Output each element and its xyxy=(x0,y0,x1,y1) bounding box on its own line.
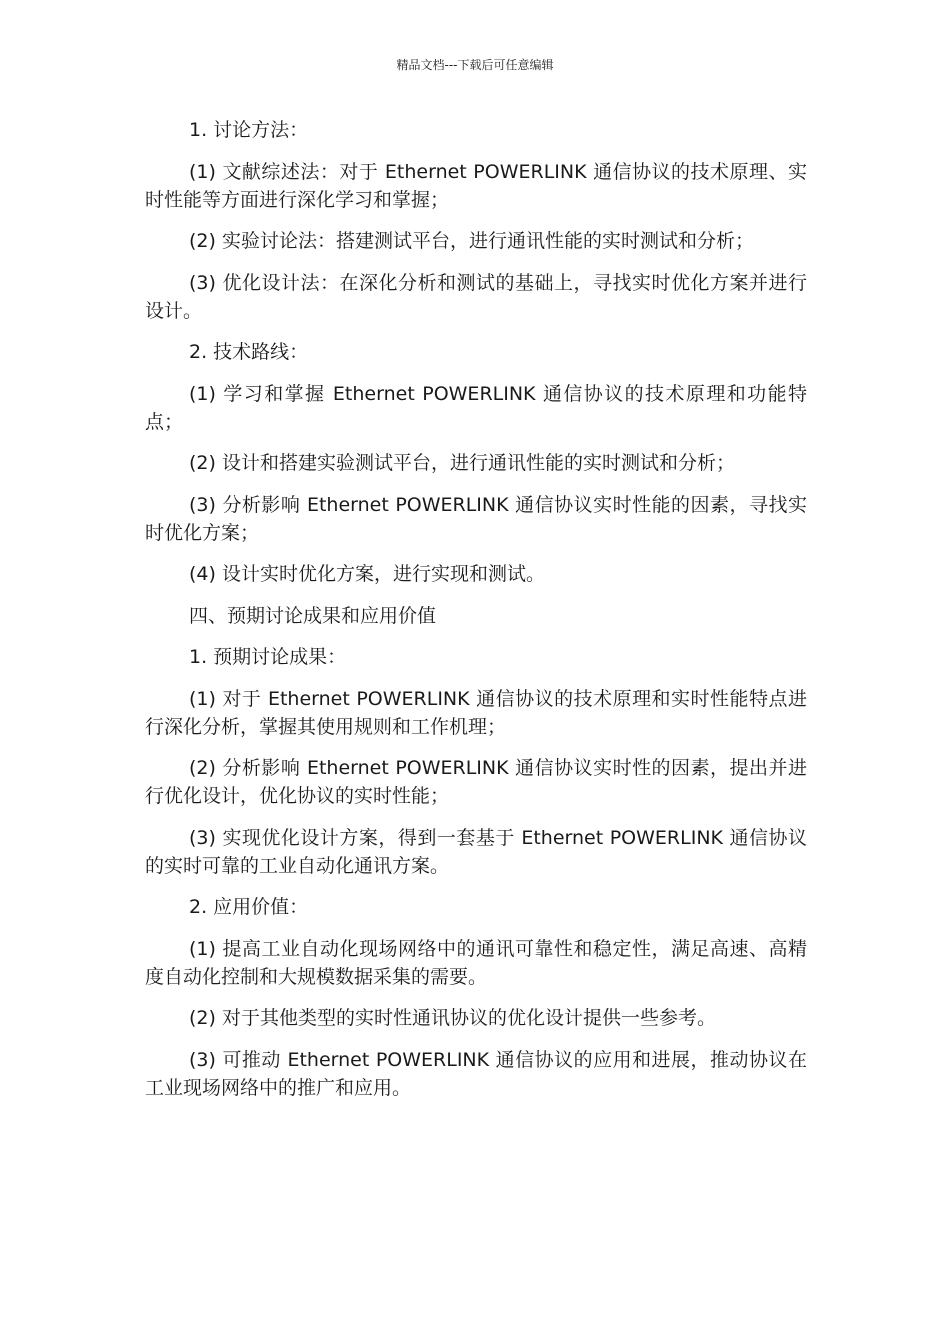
document-body xyxy=(145,116,807,1115)
paragraph-value-3: (3) 可推动 Ethernet POWERLINK 通信协议的应用和进展，推动协议在工业现场网络中的推广和应用。 xyxy=(145,1048,807,1099)
heading-expected-results: 1. 预期讨论成果： xyxy=(189,646,347,668)
paragraph-value-1: (1) 提高工业自动化现场网络中的通讯可靠性和稳定性，满足高速、高精度自动化控制和大规模数据采集的需要。 xyxy=(145,937,807,988)
paragraph-route-3: (3) 分析影响 Ethernet POWERLINK 通信协议实时性能的因素，寻找实时优化方案； xyxy=(145,493,807,544)
paragraph-experiment: (2) 实验讨论法：搭建测试平台，进行通讯性能的实时测试和分析； xyxy=(189,230,754,252)
paragraph-literature-review: (1) 文献综述法：对于 Ethernet POWERLINK 通信协议的技术原理、实时性能等方面进行深化学习和掌握； xyxy=(145,160,807,211)
paragraph-route-4: (4) 设计实时优化方案，进行实现和测试。 xyxy=(189,563,545,585)
page-header: 精品文档---下载后可任意编辑 xyxy=(396,58,554,72)
paragraph-route-1: (1) 学习和掌握 Ethernet POWERLINK 通信协议的技术原理和功能特点； xyxy=(145,382,807,433)
section-heading-expected-results: 四、预期讨论成果和应用价值 xyxy=(189,604,437,627)
heading-application-value: 2. 应用价值： xyxy=(189,896,309,918)
heading-research-methods: 1. 讨论方法： xyxy=(189,119,309,141)
paragraph-result-2: (2) 分析影响 Ethernet POWERLINK 通信协议实时性的因素，提出并进行优化设计，优化协议的实时性能； xyxy=(145,757,807,807)
paragraph-result-3: (3) 实现优化设计方案，得到一套基于 Ethernet POWERLINK 通信协议的实时可靠的工业自动化通讯方案。 xyxy=(145,826,807,877)
heading-technical-route: 2. 技术路线： xyxy=(189,341,309,363)
paragraph-route-2: (2) 设计和搭建实验测试平台，进行通讯性能的实时测试和分析； xyxy=(189,452,735,474)
paragraph-value-2: (2) 对于其他类型的实时性通讯协议的优化设计提供一些参考。 xyxy=(189,1007,716,1029)
paragraph-optimization-design: (3) 优化设计法：在深化分析和测试的基础上，寻找实时优化方案并进行设计。 xyxy=(145,271,807,322)
paragraph-result-1: (1) 对于 Ethernet POWERLINK 通信协议的技术原理和实时性能特点进行深化分析，掌握其使用规则和工作机理； xyxy=(145,687,807,738)
